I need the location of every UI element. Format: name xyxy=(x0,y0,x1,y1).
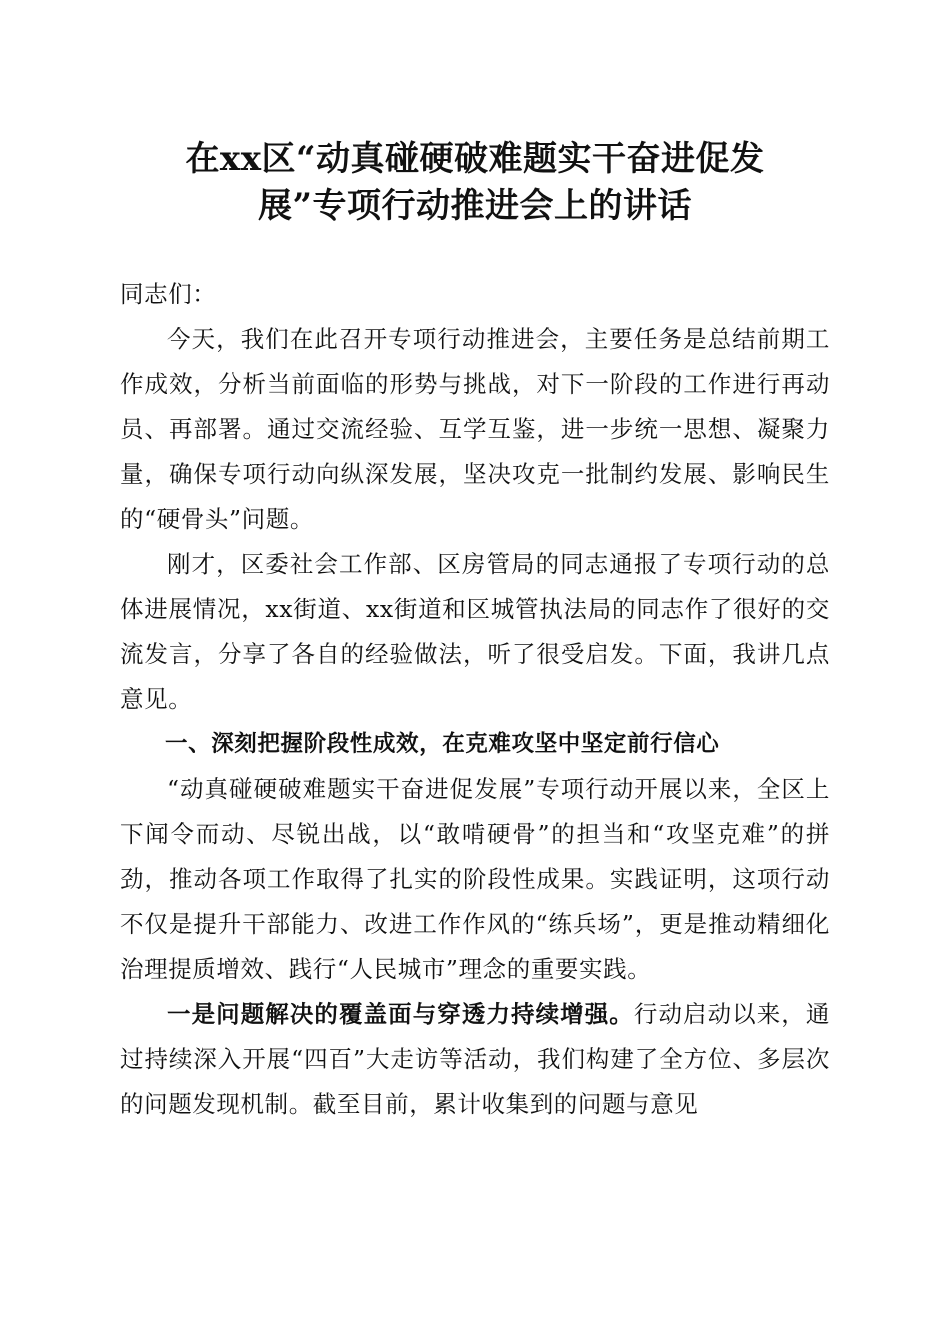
paragraph-opening: 今天，我们在此召开专项行动推进会，主要任务是总结前期工作成效，分析当前面临的形势与挑战，对下一阶段的工作进行再动员、再部署。通过交流经验、互学互鉴，进一步统一思想、凝聚力量，确保专项行动向纵深发展，坚决攻克一批制约发展、影响民生的“硬骨头”问题。 xyxy=(120,325,830,533)
paragraph-section-1: “动真碰硬破难题实干奋进促发展”专项行动开展以来，全区上下闻令而动、尽锐出战，以“敢啃硬骨”的担当和“攻坚克难”的拼劲，推动各项工作取得了扎实的阶段性成果。实践证明，这项行动不仅是提升干部能力、改进工作作风的“练兵场”，更是推动精细化治理提质增效、践行“人民城市”理念的重要实践。 xyxy=(120,775,830,983)
paragraph-reports: 刚才，区委社会工作部、区房管局的同志通报了专项行动的总体进展情况，xx街道、xx街道和区城管执法局的同志作了很好的交流发言，分享了各自的经验做法，听了很受启发。下面，我讲几点意见。 xyxy=(120,550,830,713)
point-1-lead: 一是问题解决的覆盖面与穿透力持续增强。 xyxy=(167,1000,634,1028)
salutation: 同志们： xyxy=(120,280,217,308)
title-line-1: 在xx区“动真碰硬破难题实干奋进促发 xyxy=(185,139,765,179)
document-title xyxy=(120,136,830,230)
title-line-2: 展”专项行动推进会上的讲话 xyxy=(257,186,693,226)
paragraph-point-1 xyxy=(120,992,830,1127)
point-1-text: 行动启动以来，通过持续深入开展“四百”大走访等活动，我们构建了全方位、多层次的问题发现机制。截至目前，累计收集到的问题与意见 xyxy=(120,1000,830,1118)
document-body xyxy=(120,272,830,1127)
section-heading-1: 一、深刻把握阶段性成效，在克难攻坚中坚定前行信心 xyxy=(165,731,720,757)
